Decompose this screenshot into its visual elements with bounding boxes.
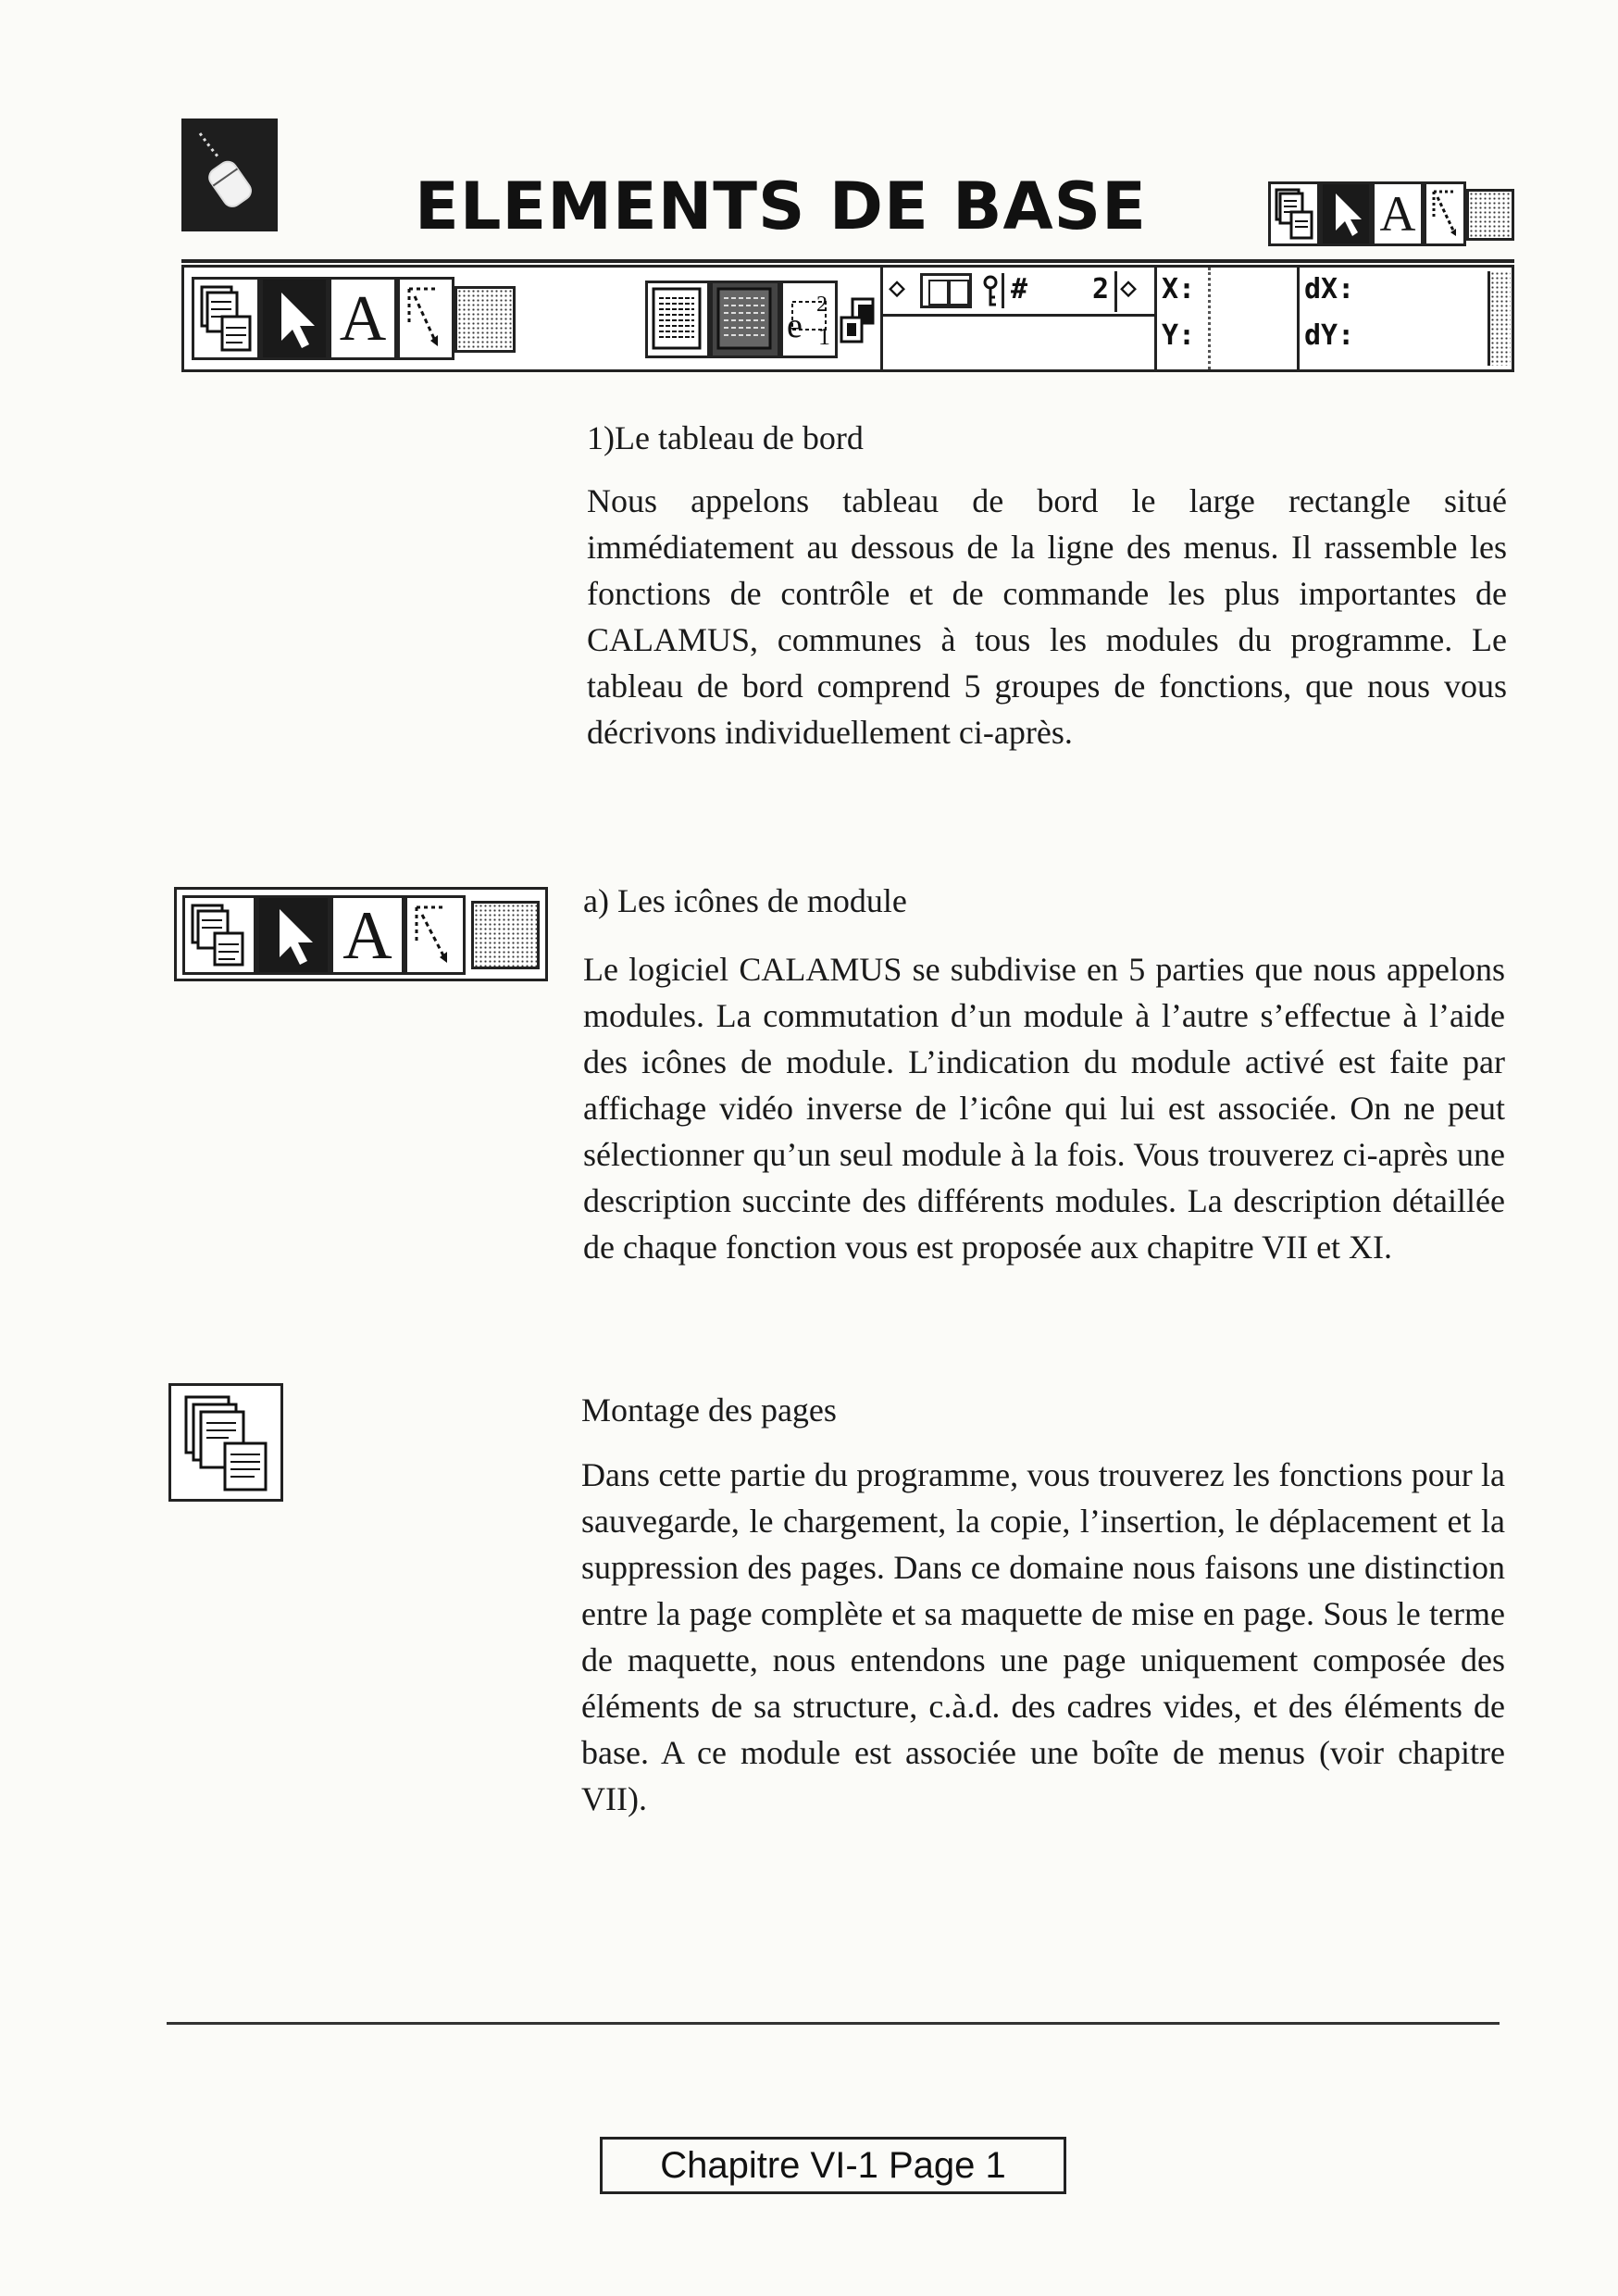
page-label: Chapitre VI-1 Page 1 <box>600 2137 1066 2194</box>
y-coordinate-label: Y: <box>1162 319 1196 352</box>
dashboard <box>181 265 1514 372</box>
section-body-tableau-de-bord: Nous appelons tableau de bord le large rectangle situé immédiatement au dessous de la ligne des menus. Il rassemble les fonctions de contrôle et de commande les plus importantes de CALAMUS, communes à tous les modules du programme. Le tableau de bord comprend 5 groupes de fonctions, que nous vous décrivons individuellement ci-après. <box>587 482 1507 751</box>
text-mode-icon[interactable]: A <box>1372 181 1424 246</box>
module-icons-header <box>1268 181 1514 246</box>
prev-page-button[interactable]: ◇ <box>889 271 906 304</box>
text-mode-icon: A <box>330 895 404 975</box>
raster-mode-icon <box>471 901 540 969</box>
line-mode-icon <box>404 895 466 975</box>
dx-label: dX: <box>1304 273 1355 306</box>
page-number-value[interactable]: 2 <box>1092 273 1110 306</box>
raster-mode-icon[interactable] <box>1466 189 1514 241</box>
frame-mode-icon[interactable] <box>1320 181 1372 246</box>
svg-text:e: e <box>787 306 803 345</box>
footer-rule <box>167 2022 1500 2025</box>
text-mode-icon[interactable]: A <box>329 277 397 360</box>
page-montage-illustration-icon <box>168 1383 283 1502</box>
page-montage-icon[interactable] <box>192 277 260 360</box>
line-mode-icon[interactable] <box>397 277 454 360</box>
navigation-panel <box>880 268 1157 369</box>
double-page-view-icon[interactable] <box>710 281 780 358</box>
section-heading-icones-de-module: a) Les icônes de module <box>583 882 907 919</box>
page-view-icon[interactable] <box>645 281 710 358</box>
section-body-montage-des-pages: Dans cette partie du programme, vous trouverez les fonctions pour la sauvegarde, le chargement, la copie, l’insertion, le déplacement et la suppression des pages. Dans ce domaine nous faisons une distinction entre la page complète et sa maquette de mise en page. Sous le terme de maquette, nous entendons une page uniquement composée des éléments de sa structure, c.à.d. des cadres vides, et des éléments de base. A ce module est associée une boîte de menus (voir chapitre VII). <box>581 1456 1505 1817</box>
copy-page-icon[interactable] <box>838 281 880 358</box>
left-page-icon[interactable] <box>920 273 972 308</box>
key-icon[interactable] <box>981 273 1004 308</box>
mouse-icon <box>181 119 278 231</box>
line-mode-icon[interactable] <box>1424 181 1466 246</box>
section-heading-montage-des-pages: Montage des pages <box>581 1391 837 1429</box>
layer-icon[interactable] <box>780 281 838 358</box>
scroll-bar[interactable] <box>1487 271 1511 366</box>
frame-mode-icon[interactable] <box>260 277 329 360</box>
module-icons-illustration <box>174 887 548 981</box>
layer-number-top: 2 <box>816 293 828 317</box>
dy-label: dY: <box>1304 319 1355 352</box>
title-rule <box>181 259 1514 263</box>
layer-number-bottom: 1 <box>818 323 830 350</box>
section-body-icones-de-module: Le logiciel CALAMUS se subdivise en 5 parties que nous appelons modules. La commutation d’un module à l’autre s’effectue à l’aide des icônes de module. L’indication du module activé est faite par affichage vidéo inverse de l’icône qui lui est associée. On ne peut sélectionner qu’un seul module à la fois. Vous trouverez ci-après une description succinte des différents modules. La description détaillée de chaque fonction vous est proposée aux chapitre VII et XI. <box>583 951 1505 1266</box>
raster-mode-icon[interactable] <box>454 286 516 353</box>
next-page-button[interactable]: ◇ <box>1120 271 1138 304</box>
page-title: ELEMENTS DE BASE <box>415 168 1147 244</box>
page-montage-icon <box>182 895 256 975</box>
x-coordinate-label: X: <box>1162 273 1196 306</box>
page-montage-icon[interactable] <box>1268 181 1320 246</box>
section-heading-tableau-de-bord: 1)Le tableau de bord <box>587 419 864 456</box>
frame-mode-icon <box>256 895 330 975</box>
page-number-hash: # <box>1011 273 1028 306</box>
